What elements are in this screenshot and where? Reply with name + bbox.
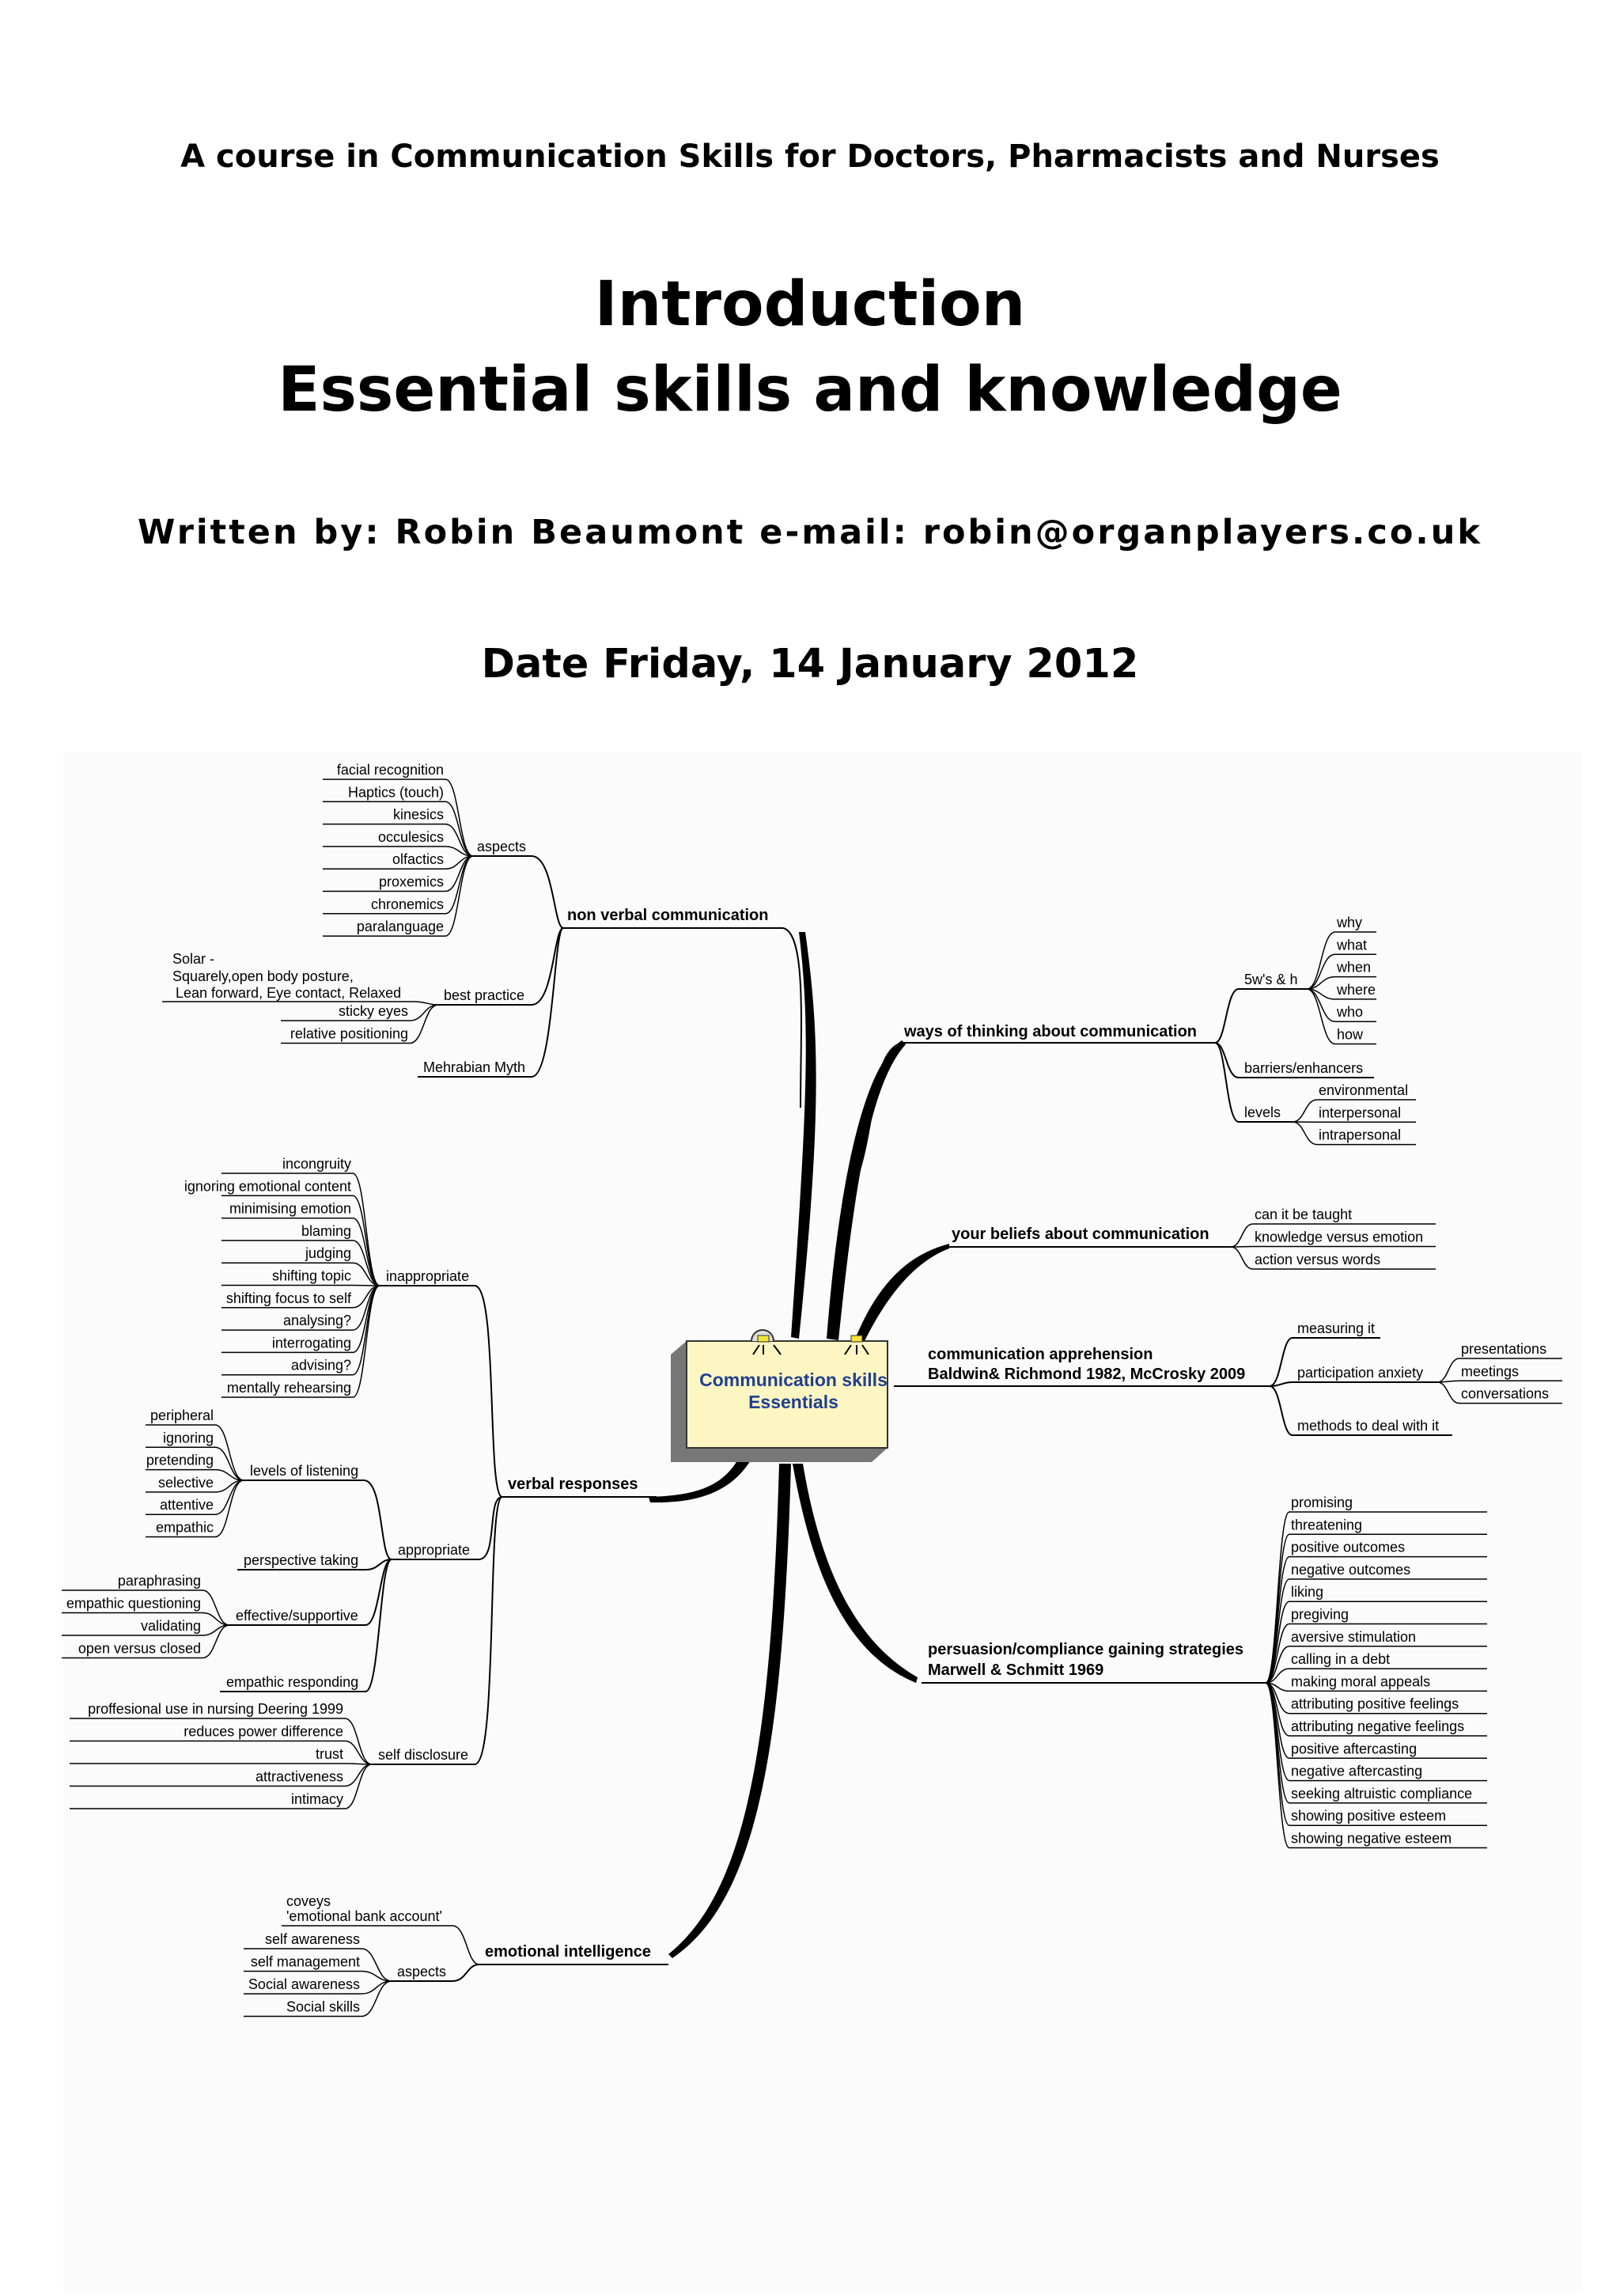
disclosure-leaf[interactable]: reduces power difference [184,1724,343,1740]
beliefs-leaf[interactable]: can it be taught [1255,1207,1352,1222]
persuasion-leaf[interactable]: making moral appeals [1291,1673,1430,1689]
listening-leaf[interactable]: pretending [146,1453,214,1468]
ways-levels-leaf[interactable]: environmental [1319,1082,1408,1098]
mehrabian-node[interactable]: Mehrabian Myth [423,1059,525,1075]
branch-ei-label[interactable]: emotional intelligence [485,1943,651,1961]
persuasion-leaf[interactable]: negative aftercasting [1291,1764,1422,1779]
listening-leaf[interactable]: empathic [156,1520,214,1536]
ways-levels-leaf[interactable]: interpersonal [1319,1104,1401,1120]
inappropriate-leaf[interactable]: incongruity [282,1156,351,1172]
five-ws-leaf[interactable]: what [1336,937,1367,953]
aspect-leaf[interactable]: Haptics (touch) [348,784,444,800]
central-node[interactable] [671,1330,888,1462]
persuasion-leaf[interactable]: positive aftercasting [1291,1741,1417,1756]
effective-node[interactable]: effective/supportive [236,1608,358,1623]
listening-leaf[interactable]: peripheral [150,1408,214,1423]
listening-leaf[interactable]: attentive [160,1497,214,1513]
best-practice-leaf[interactable]: sticky eyes [339,1003,408,1019]
aspect-leaf[interactable]: proxemics [379,874,444,890]
five-ws-node[interactable]: 5w's & h [1244,972,1297,987]
beliefs-leaf[interactable]: knowledge versus emotion [1255,1229,1423,1245]
participation-node[interactable]: participation anxiety [1297,1365,1423,1381]
central-label-line1: Communication skills [699,1370,888,1390]
inappropriate-leaf[interactable]: shifting focus to self [226,1290,352,1306]
aspect-leaf[interactable]: facial recognition [337,762,444,778]
persuasion-leaf[interactable]: threatening [1291,1517,1362,1533]
persuasion-leaf[interactable]: seeking altruistic compliance [1291,1786,1472,1802]
branch-apprehension-label1[interactable]: communication apprehension [928,1346,1153,1363]
aspect-leaf[interactable]: olfactics [392,851,444,867]
ei-aspect-leaf[interactable]: Social skills [286,1999,360,2015]
barriers-node[interactable]: barriers/enhancers [1244,1060,1363,1076]
coveys-line[interactable]: 'emotional bank account' [286,1908,442,1924]
date-line: Date Friday, 14 January 2012 [0,641,1620,688]
branch-apprehension-label2[interactable]: Baldwin& Richmond 1982, McCrosky 2009 [928,1366,1245,1383]
aspect-leaf[interactable]: paralanguage [357,919,444,934]
disclosure-leaf[interactable]: trust [316,1746,343,1762]
inappropriate-leaf[interactable]: shifting topic [272,1268,351,1284]
persuasion-leaf[interactable]: liking [1291,1584,1323,1600]
inappropriate-leaf[interactable]: blaming [301,1223,351,1239]
beliefs-leaf-link [1231,1247,1253,1248]
effective-leaf[interactable]: open versus closed [78,1641,201,1657]
effective-leaf[interactable]: empathic questioning [66,1596,201,1612]
ways-levels-leaf[interactable]: intrapersonal [1319,1127,1401,1143]
branch-persuasion-label2[interactable]: Marwell & Schmitt 1969 [928,1661,1103,1679]
inappropriate-node[interactable]: inappropriate [386,1268,469,1284]
listening-leaf[interactable]: ignoring [163,1430,214,1445]
solar-line[interactable]: Lean forward, Eye contact, Relaxed [176,985,401,1001]
effective-leaf[interactable]: validating [141,1618,201,1634]
persuasion-leaf[interactable]: promising [1291,1495,1353,1510]
self-disclosure-node[interactable]: self disclosure [378,1747,468,1763]
branch-verbal-label[interactable]: verbal responses [508,1476,638,1493]
inappropriate-leaf[interactable]: minimising emotion [229,1201,351,1217]
best-practice-leaf[interactable]: relative positioning [290,1026,408,1042]
levels-of-listening-node[interactable]: levels of listening [250,1463,358,1479]
aspect-leaf[interactable]: chronemics [371,896,444,912]
inappropriate-leaf[interactable]: advising? [291,1358,351,1373]
branch-nonverbal-label[interactable]: non verbal communication [567,907,768,924]
branch-persuasion-label1[interactable]: persuasion/compliance gaining strategies [928,1641,1243,1658]
best-practice-node[interactable]: best practice [444,987,524,1003]
branch-ways-label[interactable]: ways of thinking about communication [903,1023,1197,1040]
ei-aspects-node[interactable]: aspects [397,1964,446,1980]
five-ws-leaf[interactable]: who [1336,1004,1363,1020]
ei-aspect-leaf[interactable]: Social awareness [248,1976,360,1992]
ei-aspect-leaf[interactable]: self awareness [265,1931,360,1947]
disclosure-leaf[interactable]: attractiveness [255,1769,343,1785]
persuasion-leaf[interactable]: pregiving [1291,1607,1349,1623]
branch-beliefs-label[interactable]: your beliefs about communication [952,1226,1209,1243]
participation-leaf[interactable]: conversations [1461,1386,1549,1402]
coveys-line[interactable]: coveys [286,1893,331,1909]
persuasion-leaf[interactable]: showing negative esteem [1291,1831,1452,1847]
perspective-taking-node[interactable]: perspective taking [244,1552,358,1568]
five-ws-leaf[interactable]: why [1336,915,1362,930]
methods-node[interactable]: methods to deal with it [1297,1418,1439,1434]
page-title-line2: Essential skills and knowledge [0,354,1620,426]
effective-leaf[interactable]: paraphrasing [118,1573,201,1589]
disclosure-leaf[interactable]: intimacy [291,1791,343,1807]
persuasion-leaf[interactable]: attributing positive feelings [1291,1696,1459,1712]
aspect-leaf[interactable]: kinesics [393,807,444,823]
persuasion-leaf[interactable]: calling in a debt [1291,1651,1390,1667]
central-label-line2: Essentials [748,1392,838,1412]
five-ws-leaf[interactable]: when [1336,960,1371,976]
participation-leaf[interactable]: presentations [1461,1341,1546,1357]
course-subtitle: A course in Communication Skills for Doctors, Pharmacists and Nurses [0,138,1620,175]
ways-levels-node[interactable]: levels [1244,1104,1281,1120]
persuasion-leaf[interactable]: positive outcomes [1291,1540,1405,1555]
aspects-node[interactable]: aspects [477,839,526,854]
persuasion-leaf[interactable]: attributing negative feelings [1291,1718,1464,1734]
inappropriate-leaf[interactable]: analysing? [283,1313,351,1328]
persuasion-leaf[interactable]: aversive stimulation [1291,1629,1416,1645]
persuasion-leaf[interactable]: showing positive esteem [1291,1808,1446,1824]
participation-leaf[interactable]: meetings [1461,1363,1519,1379]
inappropriate-leaf[interactable]: judging [305,1245,351,1261]
inappropriate-leaf[interactable]: interrogating [272,1335,351,1351]
aspect-leaf[interactable]: occulesics [378,829,444,845]
inappropriate-leaf[interactable]: mentally rehearsing [227,1380,351,1396]
five-ws-leaf[interactable]: how [1337,1027,1364,1043]
measuring-node[interactable]: measuring it [1297,1320,1375,1336]
page-title-line1: Introduction [0,269,1620,340]
solar-line[interactable]: Solar - [172,951,214,967]
listening-leaf[interactable]: selective [158,1475,214,1491]
five-ws-leaf[interactable]: where [1336,982,1376,998]
ei-aspect-leaf[interactable]: self management [251,1954,360,1970]
beliefs-leaf[interactable]: action versus words [1255,1252,1380,1267]
author-line: Written by: Robin Beaumont e-mail: robin@organplayers.co.uk [0,513,1620,552]
disclosure-leaf[interactable]: proffesional use in nursing Deering 1999 [88,1701,343,1717]
solar-line[interactable]: Squarely,open body posture, [172,968,354,984]
appropriate-node[interactable]: appropriate [398,1542,470,1558]
inappropriate-leaf[interactable]: ignoring emotional content [184,1178,351,1194]
empathic-responding-node[interactable]: empathic responding [226,1674,358,1690]
persuasion-leaf[interactable]: negative outcomes [1291,1562,1410,1578]
